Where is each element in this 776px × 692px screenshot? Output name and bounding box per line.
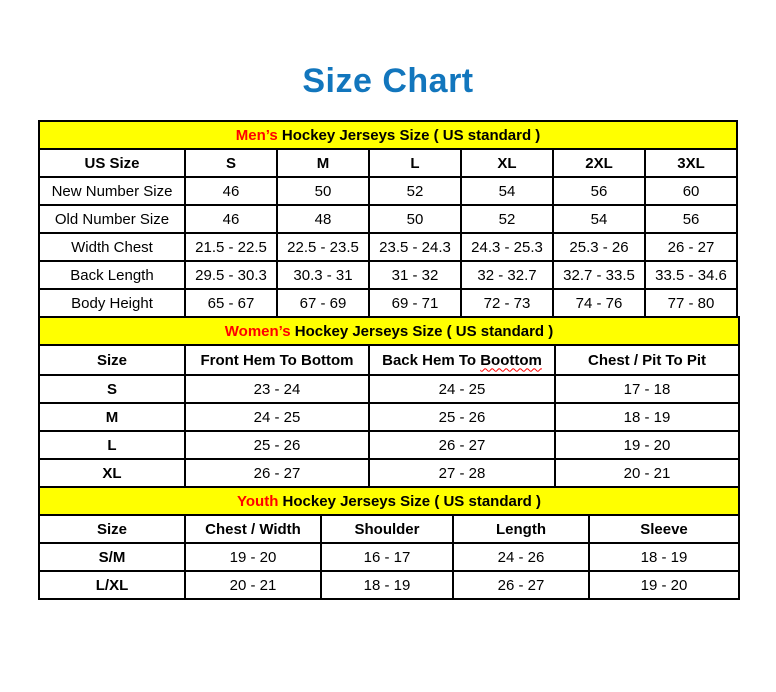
section-title-highlight: Men’s (235, 126, 278, 144)
row-label: Back Length (39, 261, 185, 289)
row-label: M (39, 403, 185, 431)
row-label: Body Height (39, 289, 185, 317)
cell: 19 - 20 (589, 571, 739, 599)
youth-header-row (39, 515, 739, 543)
column-header: Back Hem To Boottom (369, 345, 555, 375)
cell: 18 - 19 (555, 403, 739, 431)
page-title: Size Chart (302, 62, 474, 100)
column-header: L (369, 149, 461, 177)
cell: 54 (553, 205, 645, 233)
table-row (39, 431, 739, 459)
cell: 16 - 17 (321, 543, 453, 571)
cell: 72 - 73 (461, 289, 553, 317)
row-label: Old Number Size (39, 205, 185, 233)
misspelled-word: Boottom (480, 351, 542, 369)
table-row (39, 459, 739, 487)
cell: 26 - 27 (185, 459, 369, 487)
table-row (39, 289, 737, 317)
section-title-highlight: Women’s (224, 322, 291, 340)
cell: 25.3 - 26 (553, 233, 645, 261)
cell: 54 (461, 177, 553, 205)
cell: 23.5 - 24.3 (369, 233, 461, 261)
cell: 48 (277, 205, 369, 233)
cell: 18 - 19 (321, 571, 453, 599)
table-row (39, 571, 739, 599)
cell: 20 - 21 (555, 459, 739, 487)
mens-size-table (38, 120, 738, 318)
cell: 24 - 25 (369, 375, 555, 403)
mens-section-band (39, 121, 737, 149)
cell: 77 - 80 (645, 289, 737, 317)
mens-header-row (39, 149, 737, 177)
size-chart-tables (38, 120, 738, 600)
column-header: Size (39, 515, 185, 543)
youth-section-band (39, 487, 739, 515)
cell: 24 - 25 (185, 403, 369, 431)
column-header: S (185, 149, 277, 177)
cell: 31 - 32 (369, 261, 461, 289)
table-row (39, 403, 739, 431)
column-header: Chest / Width (185, 515, 321, 543)
cell: 69 - 71 (369, 289, 461, 317)
table-row (39, 177, 737, 205)
cell: 52 (461, 205, 553, 233)
cell: 74 - 76 (553, 289, 645, 317)
youth-section-title (39, 487, 739, 515)
youth-size-table (38, 486, 740, 600)
row-label: XL (39, 459, 185, 487)
womens-size-table (38, 316, 740, 488)
cell: 26 - 27 (453, 571, 589, 599)
table-row (39, 375, 739, 403)
mens-section-title (39, 121, 737, 149)
section-title-highlight: Youth (237, 492, 279, 510)
column-header: M (277, 149, 369, 177)
row-label: L (39, 431, 185, 459)
row-label: Width Chest (39, 233, 185, 261)
column-header: Front Hem To Bottom (185, 345, 369, 375)
cell: 18 - 19 (589, 543, 739, 571)
row-label: New Number Size (39, 177, 185, 205)
cell: 67 - 69 (277, 289, 369, 317)
cell: 26 - 27 (369, 431, 555, 459)
womens-section-title (39, 317, 739, 345)
column-header: Size (39, 345, 185, 375)
section-title-text: Hockey Jerseys Size ( US standard ) (278, 492, 541, 510)
row-label: S/M (39, 543, 185, 571)
cell: 50 (277, 177, 369, 205)
table-row (39, 233, 737, 261)
cell: 56 (645, 205, 737, 233)
column-header: Length (453, 515, 589, 543)
cell: 21.5 - 22.5 (185, 233, 277, 261)
cell: 30.3 - 31 (277, 261, 369, 289)
cell: 29.5 - 30.3 (185, 261, 277, 289)
cell: 46 (185, 177, 277, 205)
womens-section-band (39, 317, 739, 345)
section-title-text: Hockey Jerseys Size ( US standard ) (290, 322, 554, 340)
cell: 46 (185, 205, 277, 233)
cell: 24 - 26 (453, 543, 589, 571)
cell: 19 - 20 (555, 431, 739, 459)
column-header: XL (461, 149, 553, 177)
cell: 26 - 27 (645, 233, 737, 261)
cell: 22.5 - 23.5 (277, 233, 369, 261)
column-header: 3XL (645, 149, 737, 177)
row-label: S (39, 375, 185, 403)
column-header: 2XL (553, 149, 645, 177)
cell: 25 - 26 (369, 403, 555, 431)
cell: 32 - 32.7 (461, 261, 553, 289)
table-row (39, 261, 737, 289)
cell: 17 - 18 (555, 375, 739, 403)
cell: 56 (553, 177, 645, 205)
cell: 50 (369, 205, 461, 233)
column-header: Shoulder (321, 515, 453, 543)
table-row (39, 543, 739, 571)
column-header: Chest / Pit To Pit (555, 345, 739, 375)
row-label: L/XL (39, 571, 185, 599)
cell: 25 - 26 (185, 431, 369, 459)
womens-header-row (39, 345, 739, 375)
cell: 65 - 67 (185, 289, 277, 317)
cell: 52 (369, 177, 461, 205)
cell: 23 - 24 (185, 375, 369, 403)
section-title-text: Hockey Jerseys Size ( US standard ) (277, 126, 541, 144)
cell: 19 - 20 (185, 543, 321, 571)
column-header: US Size (39, 149, 185, 177)
cell: 32.7 - 33.5 (553, 261, 645, 289)
column-header: Sleeve (589, 515, 739, 543)
cell: 27 - 28 (369, 459, 555, 487)
cell: 33.5 - 34.6 (645, 261, 737, 289)
table-row (39, 205, 737, 233)
cell: 20 - 21 (185, 571, 321, 599)
cell: 24.3 - 25.3 (461, 233, 553, 261)
cell: 60 (645, 177, 737, 205)
